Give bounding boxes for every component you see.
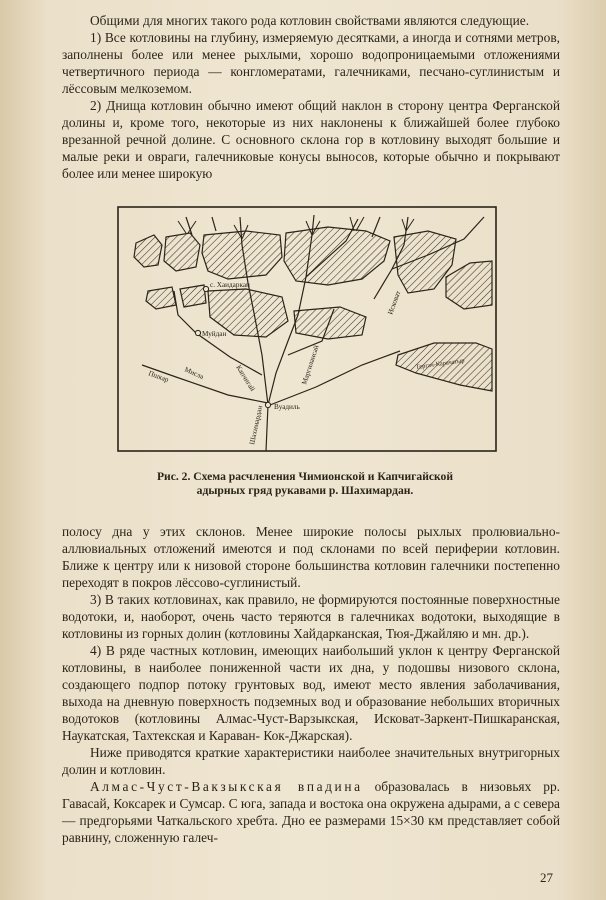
ridge-patch [294,307,366,339]
ridge-patch [180,285,206,307]
paragraph-section-start [62,778,560,846]
settlement-vuadil-marker [265,402,270,407]
page-number: 27 [540,870,553,885]
river-line [372,217,380,237]
label-kapchigai: Капчигай [234,363,257,393]
ridge-patch [146,287,176,309]
label-shakhimardan: Шахимардан [248,404,265,446]
paragraph: 1) Все котловины на глубину, измеряемую десятками, а иногда и сотнями метров, заполнены более или менее рыхлыми, хорошо водопроницаемыми отложениями четвертичного периода — конгломератами, галечниками, песчано-суглинистым и лёссовым мелкоземом. [62,30,560,96]
figure-caption [100,470,510,498]
label-missle: Мисла [183,365,205,382]
paragraph-continued: полосу дна у этих склонов. Менее широкие полосы рыхлых пролювиально-аллювиальных отложений имеются и под склонами по всей периферии котловин. Ближе к центру или к низовой стороне большинства котловин галечники постепенно переходят в покров лёссово-суглинистый. [62,524,560,590]
ridge-patch [134,235,162,267]
label-vuadil: Вуадиль [274,403,300,411]
paragraph: 2) Днища котловин обычно имеют общий наклон в сторону центра Ферганской долины и, кроме того, некоторые из них наклонены к ближайшей более глубоко врезанной речной долине. С основного склона гор в котловину выходят большие и малые реки и овраги, галечниковые конусы выносов, которые обычно и покрывают более или менее широкую [62,98,560,181]
settlement-muidan-marker [195,330,200,335]
paragraph: Общими для многих такого рода котловин свойствами являются следующие. [90,13,530,28]
ridge-patch [164,233,200,271]
ridge-patch [284,227,390,285]
figure-map [116,205,498,453]
text-block-bottom [62,523,560,846]
paragraph: Ниже приводятся краткие характеристики наиболее значительных внутригорных долин и котловин. [62,745,560,777]
ridge-patch [446,261,492,309]
paragraph: 3) В таких котловинах, как правило, не формируются постоянные поверхностные водотоки, и, наоборот, очень часто теряются в галечниках водотоки, выходящие в котловины из горных долин (котловины Хайдарканская, Тюя-Джайляю и мн. др.). [62,592,560,641]
text-block-top [62,12,560,182]
caption-line-1: Рис. 2. Схема расчленения Чимионской и Капчигайской [156,470,454,483]
label-iskovat: Исковат [386,289,403,316]
river-line [212,217,216,231]
label-tergan-karachatyr: Тергач-Карачатыр [415,357,466,371]
map-diagram [116,205,498,453]
river-line [270,351,400,405]
caption-line-2: адырных гряд рукавами р. Шахимардан. [196,484,414,497]
label-margilansai: Маргилансай [300,344,321,386]
settlement-khaidarkan-marker [203,286,208,291]
paragraph: 4) В ряде частных котловин, имеющих наибольший уклон к центру Ферганской котловины, в наиболее пониженной части их дна, у подошвы низового склона, создающего подпор потоку грунтовых вод, имеют место явления заболачивания, выхода на дневную поверхность подземных вод и образование небольших вторичных водотоков (котловины Алмас-Чуст-Варзыкская, Исковат-Заркент-Пишкаранская, Наукатская, Тахтекская и Караван- Кок-Джарская). [62,643,560,743]
label-khaidarkan: с. Хаидаркан [210,281,250,289]
spaced-heading: Алмас-Чуст-Вакзыкская впадина [90,779,363,794]
paragraph-rest: образовалась в низовьях рр. Гавасай, Коксарек и Сумсар. С юга, запада и востока она окружена адырами, а с севера— предгорьями Чаткальского хребта. Дно ее размерами 15×30 км представляет собой равнину, сложенную галеч- [62,779,560,845]
label-pshkar: Пшкар [147,369,170,385]
label-muidan: Муйдан [202,330,227,338]
